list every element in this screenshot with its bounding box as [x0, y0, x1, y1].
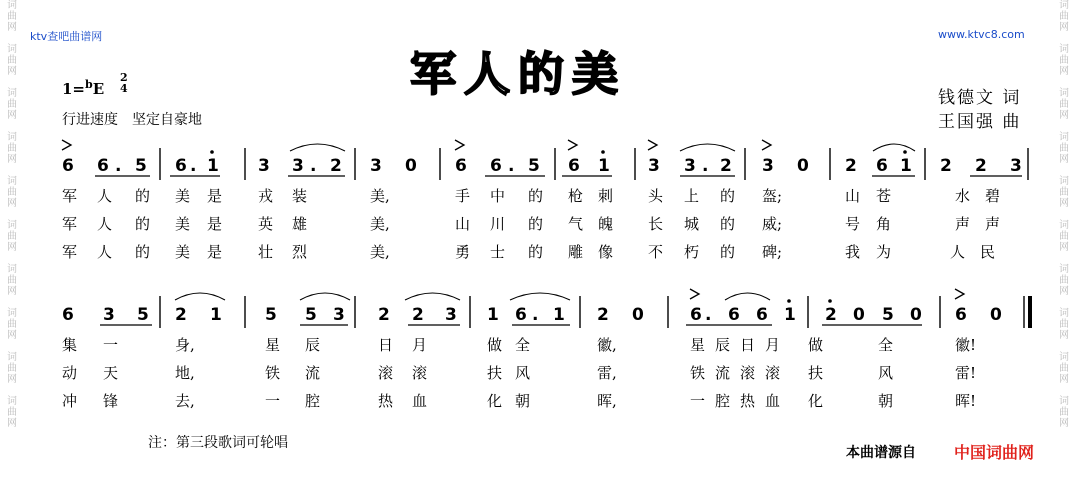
note: 3 — [1010, 156, 1022, 176]
lyric-char: 民 — [980, 243, 996, 261]
lyric-char: 全 — [515, 336, 531, 354]
note: 1 — [900, 156, 912, 176]
lyric-char: 上 — [684, 187, 700, 205]
lyric-char: 是 — [207, 215, 223, 233]
note: 5 — [882, 305, 894, 325]
lyric-char: 日 — [740, 336, 756, 354]
lyric-char: 像 — [598, 243, 614, 261]
lyric-char: 的 — [720, 215, 736, 233]
lyric-char: 滚 — [378, 364, 394, 382]
lyric-char: 烈 — [292, 243, 308, 261]
lyric-char: 全 — [878, 336, 894, 354]
note: 3 — [648, 156, 660, 176]
note: 0 — [910, 305, 922, 325]
lyric-char: 雕 — [568, 243, 584, 261]
lyric-char: 的 — [720, 243, 736, 261]
lyric-char: 滚 — [740, 364, 756, 382]
note: . — [310, 156, 317, 176]
lyric-char: 滚 — [765, 364, 781, 382]
lyric-char: 人 — [97, 243, 113, 261]
note: 2 — [825, 305, 837, 325]
note: 0 — [632, 305, 644, 325]
note: 5 — [265, 305, 277, 325]
lyric-char: 朝 — [515, 392, 531, 410]
lyric-char: 勇 — [455, 243, 471, 261]
note: 5 — [135, 156, 147, 176]
lyric-char: 雷! — [955, 364, 977, 382]
note: 1 — [210, 305, 222, 325]
lyric-char: 一 — [690, 392, 706, 410]
note: 3 — [258, 156, 270, 176]
lyric-char: 做 — [808, 336, 824, 354]
lyric-char: 的 — [135, 215, 151, 233]
lyric-char: 是 — [207, 243, 223, 261]
flat-sign: b — [85, 78, 93, 91]
note: 0 — [405, 156, 417, 176]
time-bottom: 4 — [120, 82, 128, 95]
lyric-char: 人 — [97, 215, 113, 233]
lyric-char: 冲 — [62, 392, 78, 410]
accent-mark — [568, 140, 577, 150]
lyric-char: 长 — [648, 215, 664, 233]
note: 6 — [175, 156, 187, 176]
lyric-char: 头 — [648, 187, 664, 205]
lyric-char: 集 — [62, 336, 78, 354]
lyric-char: 做 — [487, 336, 503, 354]
note: 1 — [784, 305, 796, 325]
lyric-char: 不 — [648, 243, 664, 261]
lyric-char: 美 — [175, 187, 191, 205]
lyric-char: 苍 — [876, 187, 892, 205]
note: . — [508, 156, 515, 176]
lyric-char: 去, — [175, 392, 195, 410]
source-label: 本曲谱源自 — [846, 445, 916, 461]
slur — [725, 293, 770, 300]
lyric-char: 晖, — [597, 392, 617, 410]
lyric-char: 手 — [455, 187, 471, 205]
lyric-char: 碑; — [762, 243, 783, 261]
note: 2 — [940, 156, 952, 176]
lyric-char: 声 — [955, 215, 971, 233]
lyric-char: 美, — [370, 187, 390, 205]
slur — [873, 144, 915, 151]
note: 6 — [515, 305, 527, 325]
lyric-char: 徽, — [597, 336, 617, 354]
lyric-char: 士 — [490, 243, 506, 261]
lyric-char: 流 — [305, 364, 321, 382]
lyric-char: 一 — [103, 336, 119, 354]
lyric-char: 声 — [985, 215, 1001, 233]
lyric-char: 碧 — [985, 187, 1001, 205]
lyric-char: 戎 — [258, 187, 274, 205]
song-title: 军人的美 — [410, 47, 626, 101]
note: 6 — [490, 156, 502, 176]
lyric-char: 魄 — [598, 215, 614, 233]
lyric-char: 血 — [412, 392, 428, 410]
octave-dot — [903, 150, 907, 154]
lyric-char: 角 — [876, 215, 892, 233]
lyric-char: 动 — [62, 364, 78, 382]
source-site-name: 中国词曲网 — [954, 443, 1035, 462]
note: 3 — [292, 156, 304, 176]
lyric-char: 号 — [845, 215, 861, 233]
time-top: 2 — [120, 71, 128, 84]
lyric-char: 流 — [715, 364, 731, 382]
lyric-char: 山 — [845, 187, 861, 205]
lyric-char: 腔 — [305, 392, 321, 410]
lyric-char: 水 — [955, 187, 971, 205]
lyric-char: 扶 — [487, 364, 503, 382]
lyric-char: 风 — [515, 364, 531, 382]
lyric-char: 川 — [490, 215, 506, 233]
note: 3 — [370, 156, 382, 176]
note: 2 — [378, 305, 390, 325]
lyric-char: 人 — [97, 187, 113, 205]
lyric-char: 铁 — [690, 364, 706, 382]
octave-dot — [210, 150, 214, 154]
lyric-char: 腔 — [715, 392, 731, 410]
lyric-char: 为 — [876, 243, 892, 261]
lyric-char: 城 — [684, 215, 700, 233]
note: 2 — [845, 156, 857, 176]
note: 0 — [853, 305, 865, 325]
lyric-char: 月 — [412, 336, 428, 354]
note: 2 — [412, 305, 424, 325]
lyric-char: 装 — [292, 187, 308, 205]
lyric-char: 刺 — [598, 187, 614, 205]
note: 2 — [330, 156, 342, 176]
site-label-left: ktv查吧曲谱网 — [30, 30, 103, 43]
note: 2 — [175, 305, 187, 325]
note: 6 — [728, 305, 740, 325]
note: 5 — [137, 305, 149, 325]
lyric-char: 的 — [135, 243, 151, 261]
accent-mark — [762, 140, 771, 150]
lyric-char: 星 — [265, 336, 281, 354]
lyric-char: 军 — [62, 187, 78, 205]
lyric-char: 日 — [378, 336, 394, 354]
lyric-char: 滚 — [412, 364, 428, 382]
lyric-char: 的 — [528, 215, 544, 233]
note: 5 — [305, 305, 317, 325]
lyric-char: 一 — [265, 392, 281, 410]
lyric-char: 盔; — [762, 187, 783, 205]
lyric-char: 雷, — [597, 364, 617, 382]
lyric-char: 气 — [568, 215, 584, 233]
lyric-char: 的 — [528, 187, 544, 205]
note: 3 — [333, 305, 345, 325]
lyric-char: 我 — [845, 243, 861, 261]
lyric-char: 美, — [370, 215, 390, 233]
lyric-char: 朽 — [684, 243, 700, 261]
lyricist-credit: 钱德文 词 — [938, 88, 1022, 108]
accent-mark — [690, 289, 699, 299]
lyric-char: 锋 — [103, 392, 119, 410]
note: 0 — [797, 156, 809, 176]
lyric-char: 威; — [762, 215, 783, 233]
composer-credit: 王国强 曲 — [938, 112, 1022, 132]
note: 3 — [684, 156, 696, 176]
note: 6 — [62, 305, 74, 325]
note: 3 — [762, 156, 774, 176]
lyric-char: 人 — [950, 243, 966, 261]
octave-dot — [601, 150, 605, 154]
note: 1 — [207, 156, 219, 176]
lyric-char: 美 — [175, 215, 191, 233]
accent-mark — [455, 140, 464, 150]
lyric-char: 山 — [455, 215, 471, 233]
lyric-char: 美 — [175, 243, 191, 261]
note: 2 — [975, 156, 987, 176]
lyric-char: 辰 — [715, 336, 731, 354]
lyric-char: 美, — [370, 243, 390, 261]
lyric-char: 风 — [878, 364, 894, 382]
lyric-char: 扶 — [808, 364, 824, 382]
lyric-char: 辰 — [305, 336, 321, 354]
lyric-char: 的 — [720, 187, 736, 205]
lyric-char: 天 — [103, 364, 119, 382]
note: 6 — [690, 305, 702, 325]
lyric-char: 铁 — [265, 364, 281, 382]
lyric-char: 化 — [808, 392, 824, 410]
lyric-char: 雄 — [292, 215, 308, 233]
lyric-char: 军 — [62, 243, 78, 261]
lyric-char: 血 — [765, 392, 781, 410]
lyric-char: 军 — [62, 215, 78, 233]
note: 3 — [103, 305, 115, 325]
key-note: E — [92, 80, 105, 98]
note: 5 — [528, 156, 540, 176]
lyric-char: 是 — [207, 187, 223, 205]
key-prefix: 1= — [62, 80, 86, 98]
lyric-char: 壮 — [258, 243, 274, 261]
slur — [405, 293, 460, 300]
lyric-char: 英 — [258, 215, 274, 233]
note: . — [115, 156, 122, 176]
slur — [290, 144, 345, 151]
note: 6 — [568, 156, 580, 176]
note: 6 — [455, 156, 467, 176]
note: 1 — [487, 305, 499, 325]
lyric-char: 星 — [690, 336, 706, 354]
octave-dot — [787, 299, 791, 303]
slur — [510, 293, 570, 300]
note: 6 — [62, 156, 74, 176]
slur — [680, 144, 735, 151]
footnote: 注：第三段歌词可轮唱 — [148, 435, 288, 451]
note: 6 — [756, 305, 768, 325]
lyric-char: 化 — [487, 392, 503, 410]
note: 2 — [597, 305, 609, 325]
octave-dot — [828, 299, 832, 303]
lyric-char: 的 — [528, 243, 544, 261]
note: 1 — [598, 156, 610, 176]
note: 6 — [876, 156, 888, 176]
note: 2 — [720, 156, 732, 176]
lyric-char: 的 — [135, 187, 151, 205]
accent-mark — [62, 140, 71, 150]
slur — [300, 293, 350, 300]
lyric-char: 枪 — [568, 187, 584, 205]
lyric-char: 月 — [765, 336, 781, 354]
note: 0 — [990, 305, 1002, 325]
lyric-char: 中 — [490, 187, 506, 205]
note: 1 — [553, 305, 565, 325]
note: . — [190, 156, 197, 176]
accent-mark — [955, 289, 964, 299]
note: 6 — [955, 305, 967, 325]
lyric-char: 晖! — [955, 392, 977, 410]
lyric-char: 热 — [378, 392, 394, 410]
lyric-char: 热 — [740, 392, 756, 410]
accent-mark — [648, 140, 657, 150]
slur — [175, 293, 225, 300]
note: . — [532, 305, 539, 325]
lyric-char: 身, — [175, 336, 195, 354]
tempo-marking: 行进速度 坚定自豪地 — [62, 112, 202, 128]
note: . — [705, 305, 712, 325]
note: . — [702, 156, 709, 176]
lyric-char: 地, — [175, 364, 195, 382]
note: 3 — [445, 305, 457, 325]
lyric-char: 徽! — [955, 336, 977, 354]
lyric-char: 朝 — [878, 392, 894, 410]
watermark-left: 词 曲 网 词 曲 网 词 曲 网 词 曲 网 词 曲 网 词 曲 网 词 曲 网 词 曲 网 词 曲 网 词 曲 网 — [7, 0, 17, 429]
note: 6 — [97, 156, 109, 176]
site-url-right: www.ktvc8.com — [938, 28, 1025, 41]
watermark-right: 词 曲 网 词 曲 网 词 曲 网 词 曲 网 词 曲 网 词 曲 网 词 曲 网 词 曲 网 词 曲 网 词 曲 网 — [1059, 0, 1069, 429]
